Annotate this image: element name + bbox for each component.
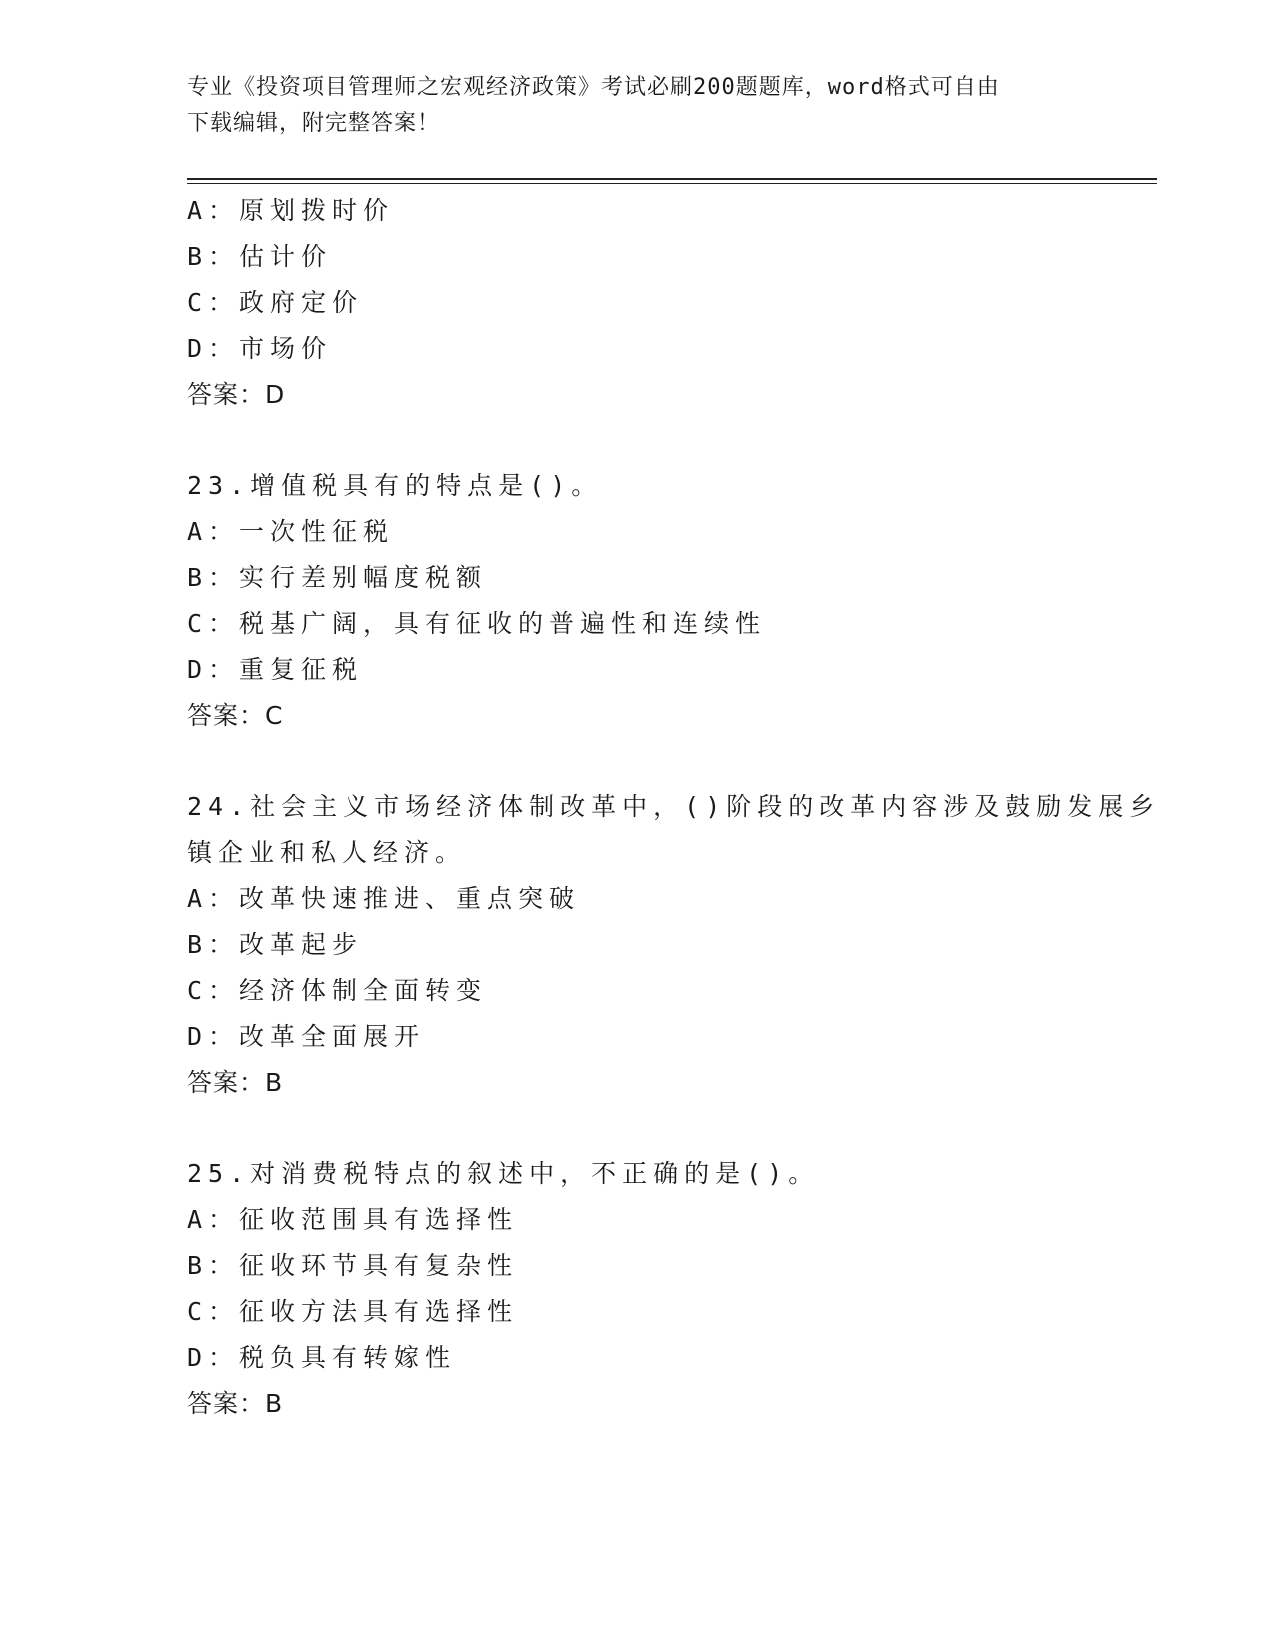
question-stem-line-2: 镇企业和私人经济。: [187, 838, 467, 867]
document-header: [187, 70, 1087, 142]
option-c: C：税基广阔，具有征收的普遍性和连续性: [187, 609, 767, 638]
question-23: [187, 463, 1087, 739]
header-line-2: 下载编辑，附完整答案！: [187, 111, 441, 136]
option-b: B：实行差别幅度税额: [187, 563, 488, 592]
header-rule-thick: [187, 178, 1157, 180]
question-list: [187, 188, 1161, 1427]
option-b: B：改革起步: [187, 930, 364, 959]
answer: 答案：B: [187, 1389, 284, 1418]
option-c: C：征收方法具有选择性: [187, 1297, 519, 1326]
answer: 答案：B: [187, 1068, 284, 1097]
question-22: [187, 188, 1087, 418]
answer: 答案：D: [187, 380, 286, 409]
question-24: [187, 784, 1161, 1106]
option-b: B：征收环节具有复杂性: [187, 1251, 519, 1280]
option-b: B：估计价: [187, 242, 333, 271]
option-a: A：改革快速推进、重点突破: [187, 884, 581, 913]
header-rule-thin: [187, 183, 1157, 184]
option-c: C：政府定价: [187, 288, 364, 317]
option-a: A：征收范围具有选择性: [187, 1205, 519, 1234]
option-d: D：改革全面展开: [187, 1022, 426, 1051]
option-c: C：经济体制全面转变: [187, 976, 488, 1005]
option-a: A：一次性征税: [187, 517, 395, 546]
question-stem: 25.对消费税特点的叙述中，不正确的是()。: [187, 1159, 820, 1188]
option-a: A：原划拨时价: [187, 196, 395, 225]
header-line-1: 专业《投资项目管理师之宏观经济政策》考试必刷200题题库，word格式可自由: [187, 75, 1000, 100]
option-d: D：市场价: [187, 334, 333, 363]
question-25: [187, 1151, 1087, 1427]
answer: 答案：C: [187, 701, 284, 730]
option-d: D：重复征税: [187, 655, 364, 684]
question-stem: 23.增值税具有的特点是()。: [187, 471, 603, 500]
option-d: D：税负具有转嫁性: [187, 1343, 457, 1372]
question-stem-line-1: 24.社会主义市场经济体制改革中，()阶段的改革内容涉及鼓励发展乡: [187, 792, 1161, 821]
